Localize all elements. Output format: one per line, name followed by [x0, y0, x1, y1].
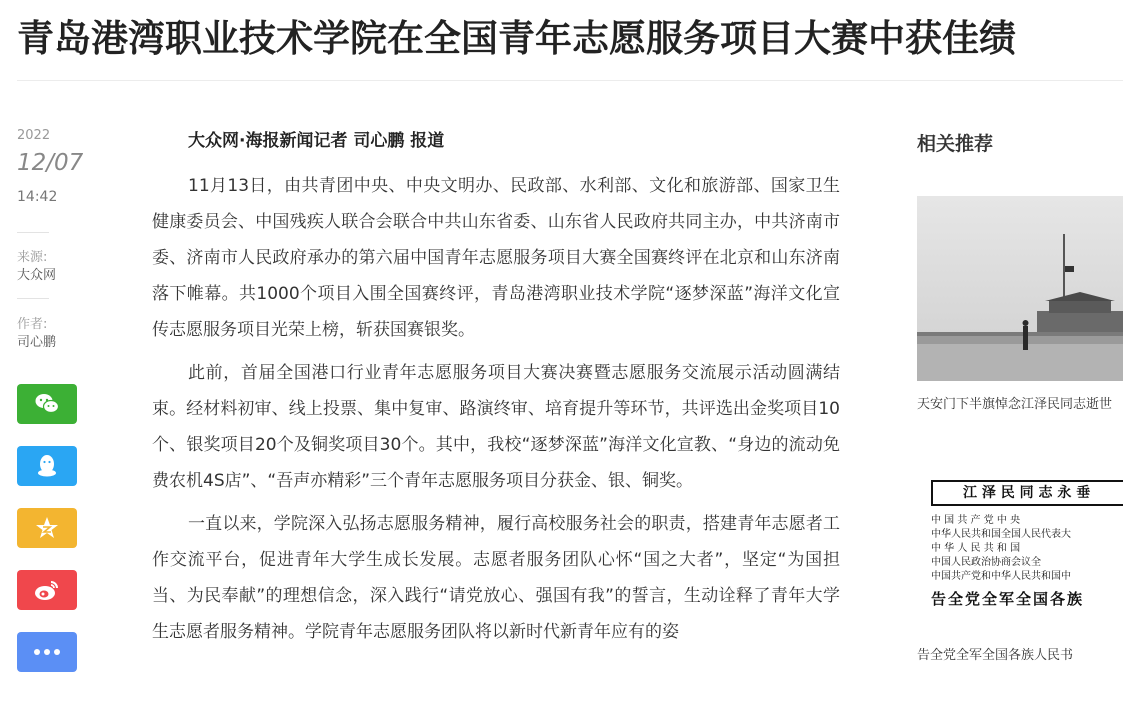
publish-date: 12/07	[17, 150, 84, 176]
share-wechat-button[interactable]	[17, 384, 77, 424]
obituary-lines	[931, 514, 1071, 584]
related-heading: 相关推荐	[917, 133, 994, 155]
related-item[interactable]	[917, 466, 1123, 663]
source-label: 来源:	[17, 250, 48, 265]
share-more-button[interactable]	[17, 632, 77, 672]
more-icon	[33, 648, 61, 656]
article-title: 青岛港湾职业技术学院在全国青年志愿服务项目大赛中获佳绩	[17, 17, 1016, 60]
share-qq-button[interactable]	[17, 446, 77, 486]
source-value: 大众网	[17, 268, 57, 283]
obituary-line: 中国人民政治协商会议全	[931, 557, 1041, 568]
article-byline: 大众网·海报新闻记者 司心鹏 报道	[188, 131, 445, 151]
meta-divider	[17, 298, 49, 299]
meta-divider	[17, 232, 49, 233]
qq-icon	[37, 454, 57, 478]
article-paragraph: 此前，首届全国港口行业青年志愿服务项目大赛决赛暨志愿服务交流展示活动圆满结束。经材料初审、线上投票、集中复审、路演终审、培育提升等环节，共评选出金奖项目10个、银奖项目20个及铜奖项目30个。其中，我校“逐梦深蓝”海洋文化宣教、“身边的流动免费农机4S店”、“吾声亦精彩”三个青年志愿服务项目分获金、银、铜奖。	[152, 363, 840, 491]
author-label: 作者:	[17, 317, 48, 332]
tiananmen-flag-photo	[917, 196, 1123, 381]
related-thumbnail[interactable]	[917, 466, 1123, 626]
obituary-line: 中国共产党和中华人民共和国中	[931, 571, 1071, 582]
wechat-icon	[35, 393, 59, 415]
publish-time: 14:42	[17, 189, 58, 205]
weibo-icon	[34, 579, 60, 601]
article-paragraph: 11月13日，由共青团中央、中央文明办、民政部、水利部、文化和旅游部、国家卫生健康委员会、中国残疾人联合会联合中共山东省委、山东省人民政府共同主办，中共济南市委、济南市人民政府承办的第六届中国青年志愿服务项目大赛全国赛终评在北京和山东济南落下帷幕。共1000个项目入围全国赛终评，青岛港湾职业技术学院“逐梦深蓝”海洋文化宣传志愿服务项目光荣上榜，斩获国赛银奖。	[152, 176, 840, 340]
article-paragraph: 一直以来，学院深入弘扬志愿服务精神，履行高校服务社会的职责，搭建青年志愿者工作交流平台，促进青年大学生成长发展。志愿者服务团队心怀“国之大者”，坚定“为国担当、为民奉献”的理想信念，深入践行“请党放心、强国有我”的誓言，生动诠释了青年大学生志愿者服务精神。学院青年志愿服务团队将以新时代新青年应有的姿	[152, 514, 840, 642]
publish-year: 2022	[17, 128, 51, 143]
related-thumbnail[interactable]	[917, 196, 1123, 381]
obituary-line: 中 华 人 民 共 和 国	[931, 543, 1021, 554]
share-weibo-button[interactable]	[17, 570, 77, 610]
obituary-line: 中 国 共 产 党 中 央	[931, 515, 1021, 526]
related-caption[interactable]: 告全党全军全国各族人民书	[917, 648, 1074, 663]
share-qzone-button[interactable]	[17, 508, 77, 548]
obituary-line: 中华人民共和国全国人民代表大	[931, 529, 1071, 540]
qzone-icon	[35, 516, 59, 540]
related-caption[interactable]: 天安门下半旗悼念江泽民同志逝世	[917, 397, 1113, 412]
title-divider	[17, 80, 1123, 81]
obituary-heading: 江 泽 民 同 志 永 垂	[931, 480, 1123, 506]
related-item[interactable]	[917, 196, 1123, 412]
obituary-footer: 告全党全军全国各族	[931, 590, 1085, 608]
author-value: 司心鹏	[17, 335, 57, 350]
article-body	[152, 126, 840, 657]
